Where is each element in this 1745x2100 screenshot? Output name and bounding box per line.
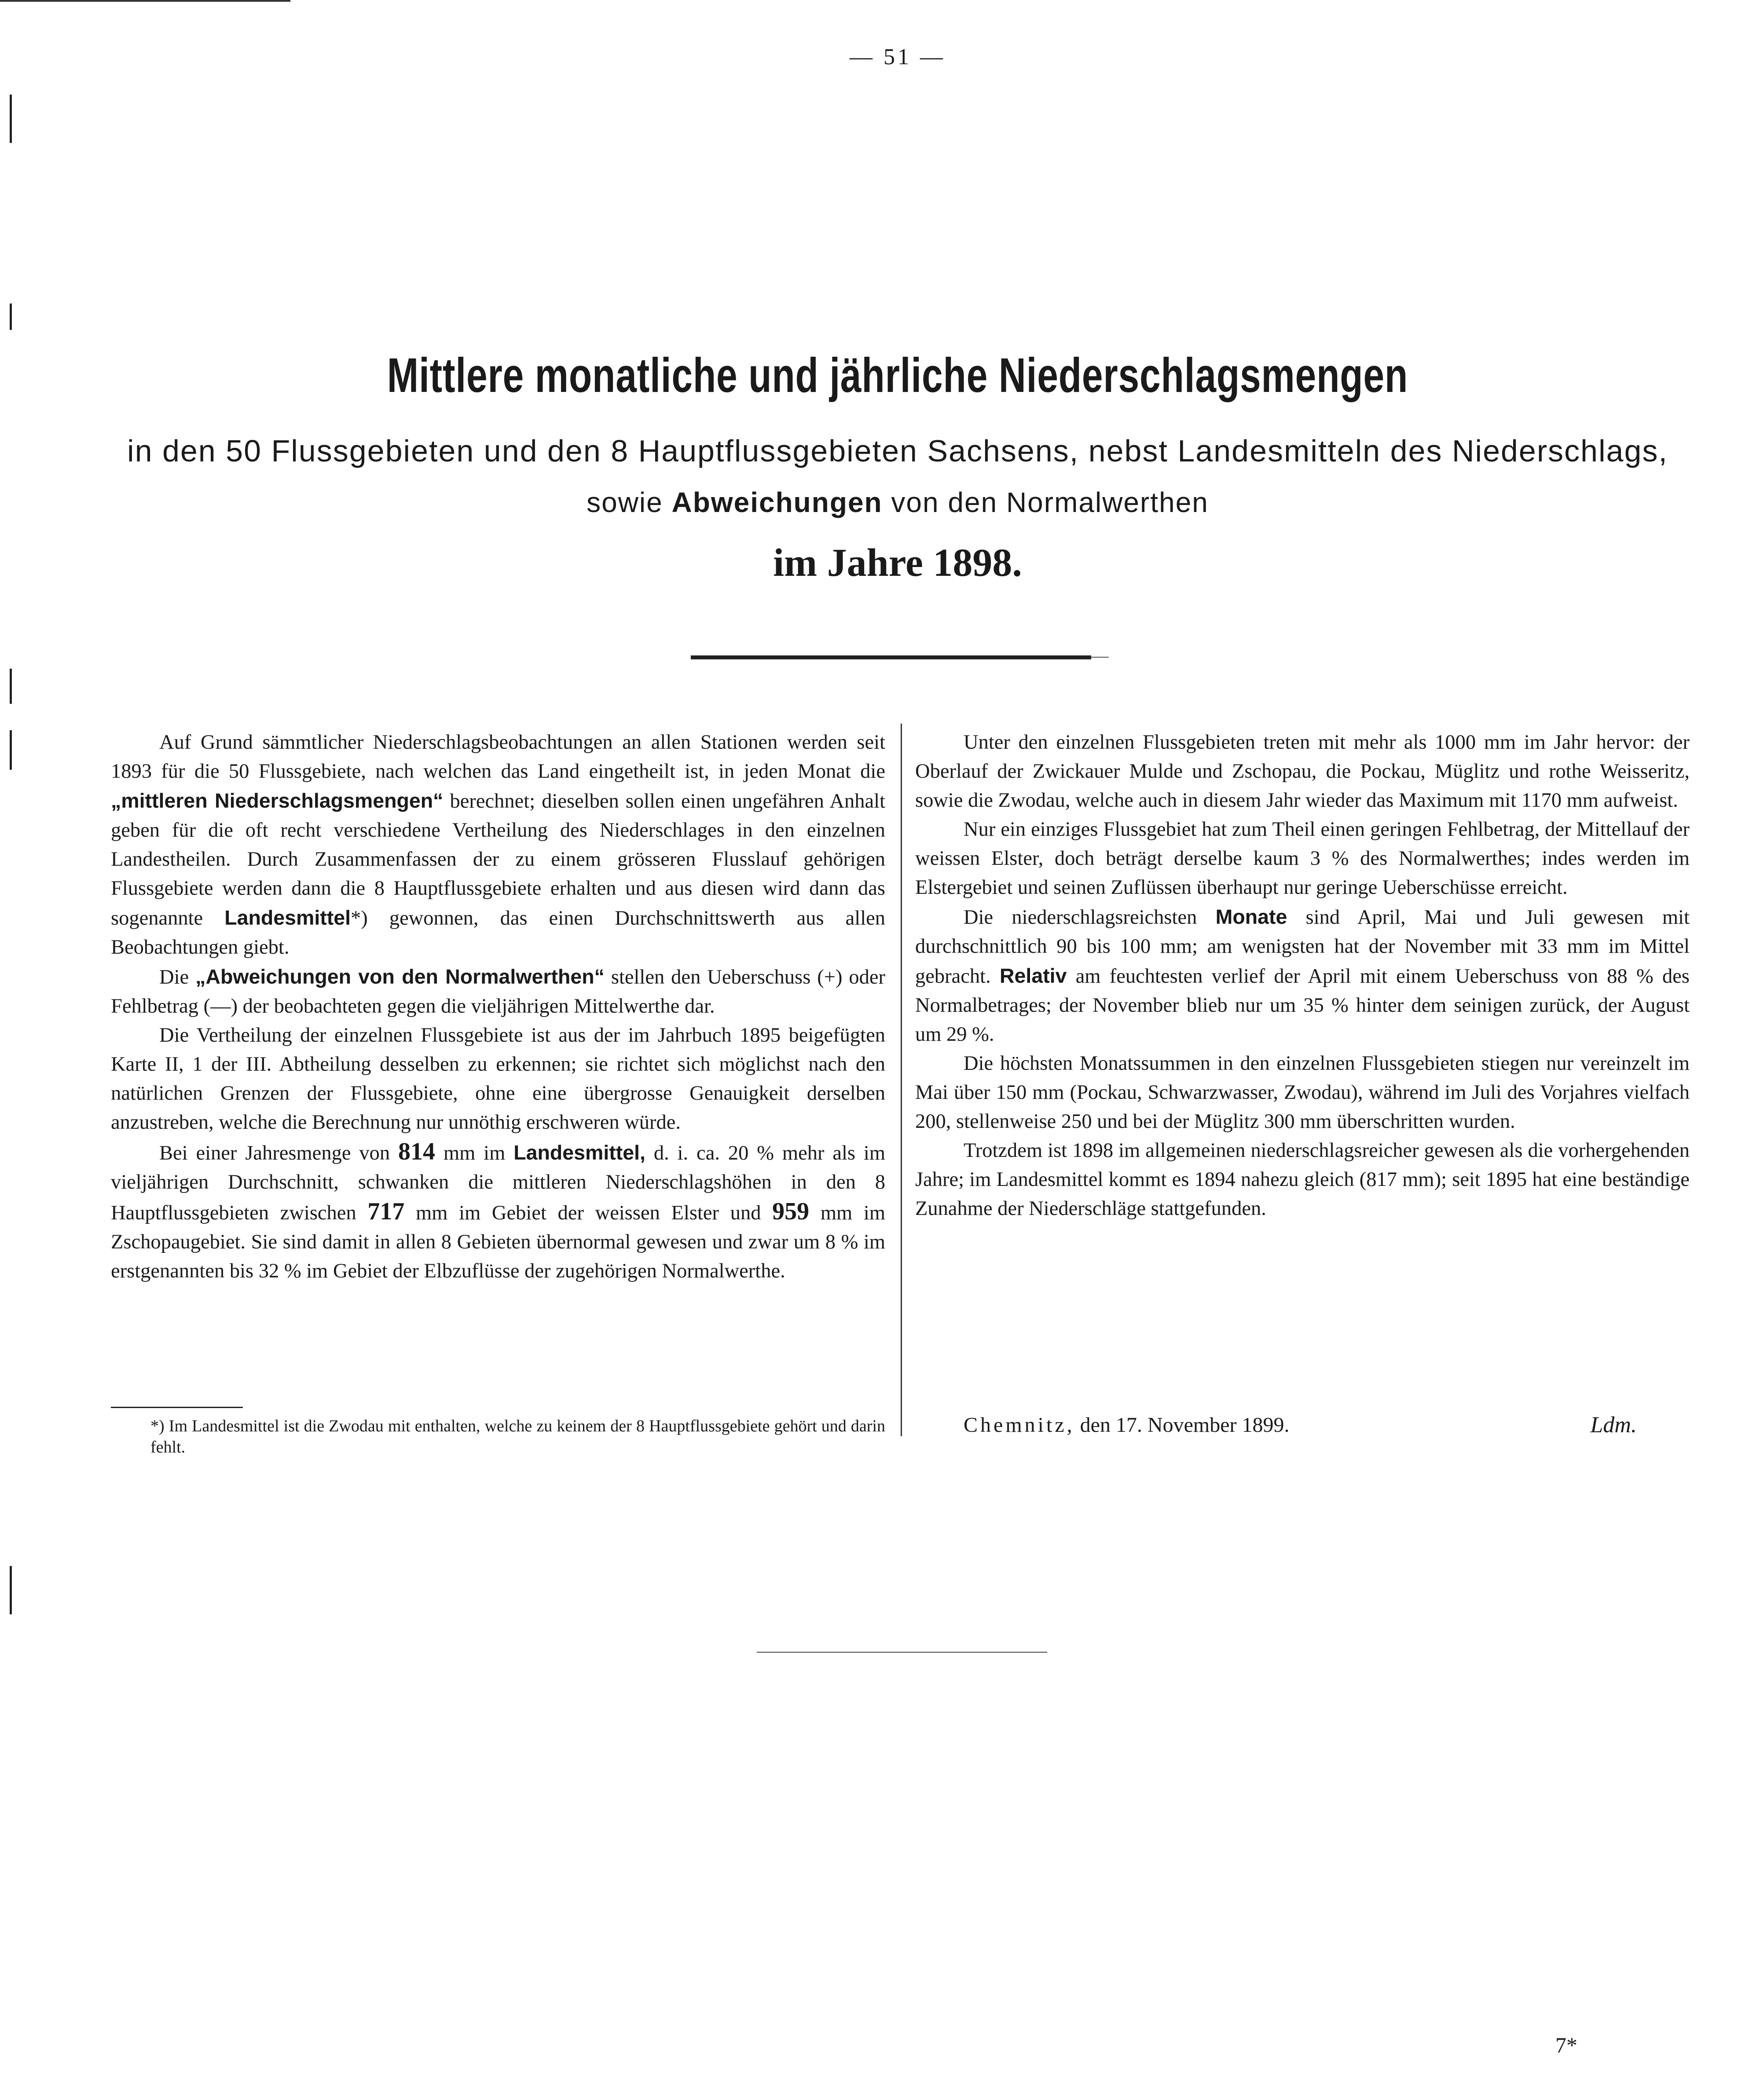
scan-edge-mark xyxy=(10,95,12,143)
page-subtitle-line2 xyxy=(0,486,1745,519)
right-paragraph-1: Unter den einzelnen Flussgebieten treten mit mehr als 1000 mm im Jahr hervor: der Oberlauf der Zwickauer Mulde und Zschopau, die Pockau, Müglitz und rothe Weisseritz, sowie die Zwodau, welche auch in diesem Jahr wieder das Maximum mit 1170 mm aufweist. xyxy=(915,731,1690,812)
footnote-text: *) Im Landesmittel ist die Zwodau mit enthalten, welche zu keinem der 8 Hauptflussgebiete gehört und darin fehlt. xyxy=(150,1417,885,1456)
right-paragraph-5: Trotzdem ist 1898 im allgemeinen niederschlagsreicher gewesen als die vorhergehenden Jahre; im Landesmittel kommt es 1894 nahezu gleich (817 mm); seit 1895 hat eine beständige Zunahme der Niederschläge stattgefunden. xyxy=(915,1139,1690,1220)
text-run: Bei einer Jahresmenge von xyxy=(159,1142,390,1164)
left-column xyxy=(111,728,885,1286)
title-rule-tail xyxy=(1091,657,1109,658)
signature-line xyxy=(964,1412,1637,1438)
title-rule xyxy=(691,655,1091,659)
text-run: mm im xyxy=(443,1142,506,1164)
right-paragraph-4: Die höchsten Monatssummen in den einzelnen Flussgebieten stiegen nur vereinzelt im Mai über 150 mm (Pockau, Schwarzwasser, Zwodau), während im Juli des Vorjahres vielfach 200, stellenweise 250 und bei der Müglitz 300 mm überschritten wurden. xyxy=(915,1052,1690,1133)
emphasis-number: 814 xyxy=(398,1138,436,1165)
scan-edge-mark xyxy=(10,304,12,330)
emphasis-number: 959 xyxy=(772,1198,810,1225)
page-subtitle: in den 50 Flussgebieten und den 8 Hauptflussgebieten Sachsens, nebst Landesmitteln des Niederschlags, xyxy=(127,434,1668,468)
left-paragraph-3: Die Vertheilung der einzelnen Flussgebiete ist aus der im Jahrbuch 1895 beigefügten Karte II, 1 der III. Abtheilung desselben zu erkennen; sie richtet sich möglichst nach den natürlichen Grenzen der Flussgebiete, ohne eine übergrosse Genauigkeit derselben anzustreben, welche die Berechnung nur unnöthig erschweren würde. xyxy=(111,1024,885,1134)
emphasis-run: „mittleren Niederschlagsmengen“ xyxy=(111,789,444,812)
emphasis-number: 717 xyxy=(367,1198,405,1225)
signature-initials: Ldm. xyxy=(1590,1412,1637,1438)
scan-top-edge xyxy=(0,0,290,2)
text-run: *) gewonnen, das einen Durchschnittswerth aus allen Beobachtungen giebt. xyxy=(111,907,885,959)
left-paragraph-4 xyxy=(111,1137,885,1286)
text-run: berechnet; dieselben sollen einen ungefähren Anhalt geben für die oft recht verschiedene Vertheilung des Niederschlages in den einzelnen Landestheilen. Durch Zusammenfassen der zu einem grösseren Flusslauf gehörigen Flussgebiete werden dann die 8 Hauptflussgebiete erhalten und aus diesen wird dann das sogenannte xyxy=(111,790,885,929)
signature-mark: 7* xyxy=(1555,2033,1577,2057)
bottom-rule xyxy=(757,1652,1047,1653)
text-run: Die xyxy=(159,966,189,988)
emphasis-run: Landesmittel xyxy=(224,906,351,929)
text-run: sind April, Mai und Juli gewesen mit durchschnittlich 90 bis 100 mm; am wenigsten hat der November mit 33 mm im Mittel gebracht. xyxy=(915,906,1690,988)
column-divider xyxy=(901,724,902,1436)
right-paragraph-3 xyxy=(915,902,1690,1049)
text-run: Auf Grund sämmtlicher Niederschlagsbeobachtungen an allen Stationen werden seit 1893 für die 50 Flussgebiete, nach welchen das Land eingetheilt ist, in jeden Monat die xyxy=(111,731,885,783)
text-run: mm im Gebiet der weissen Elster und xyxy=(416,1202,761,1224)
scan-edge-mark xyxy=(10,1566,12,1614)
footnote-rule xyxy=(111,1407,243,1408)
footnote xyxy=(111,1416,885,1458)
emphasis-run: Monate xyxy=(1215,905,1287,928)
year-heading: im Jahre 1898. xyxy=(773,541,1022,585)
emphasis-run: Landesmittel, xyxy=(513,1141,645,1164)
right-column xyxy=(915,728,1690,1223)
signature-date: den 17. November 1899. xyxy=(1080,1413,1290,1437)
page-title: Mittlere monatliche und jährliche Niederschlagsmengen xyxy=(387,348,1408,402)
scan-edge-mark xyxy=(10,669,12,704)
emphasis-run: „Abweichungen von den Normalwerthen“ xyxy=(195,965,605,988)
right-paragraph-2: Nur ein einziges Flussgebiet hat zum Theil einen geringen Fehlbetrag, der Mittellauf der weissen Elster, doch beträgt derselbe kaum 3 % des Normalwerthes; indes werden im Elstergebiet und seinen Zuflüssen überhaupt nur geringe Ueberschüsse erreicht. xyxy=(915,818,1690,899)
text-run: mm im Zschopaugebiet. Sie sind damit in allen 8 Gebieten übernormal gewesen und zwar um 8 % im erstgenannten bis 32 % im Gebiet der Elbzuflüsse der zugehörigen Normalwerthe. xyxy=(111,1202,885,1282)
left-paragraph-1 xyxy=(111,728,885,962)
page-number: — 51 — xyxy=(850,44,946,70)
subtitle2-post: von den Normalwerthen xyxy=(891,487,1209,518)
text-run: Die niederschlagsreichsten xyxy=(964,906,1197,929)
scan-edge-mark xyxy=(10,730,12,770)
text-run: stellen den Ueberschuss (+) oder Fehlbetrag (—) der beobachteten gegen die vieljährigen Mittelwerthe dar. xyxy=(111,966,886,1017)
text-run: am feuchtesten verlief der April mit einem Ueberschuss von 88 % des Normalbetrages; der November blieb nur um 35 % hinter dem seinigen zurück, der August um 29 %. xyxy=(915,965,1690,1046)
text-run: d. i. ca. 20 % mehr als im vieljährigen Durchschnitt, schwanken die mittleren Niederschlagshöhen in den 8 Hauptflussgebieten zwischen xyxy=(111,1142,885,1224)
signature-place: Chemnitz, xyxy=(964,1413,1075,1437)
subtitle2-pre: sowie xyxy=(587,487,663,518)
subtitle2-bold: Abweichungen xyxy=(671,487,883,518)
emphasis-run: Relativ xyxy=(999,964,1067,987)
left-paragraph-2 xyxy=(111,962,885,1021)
